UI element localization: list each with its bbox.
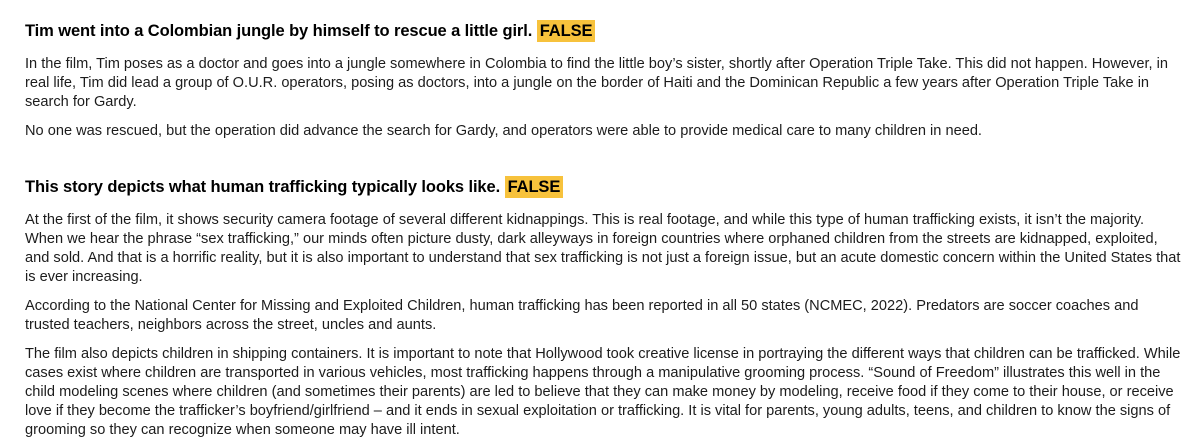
myth-section-jungle-rescue <box>25 19 1184 141</box>
body-paragraph: The film also depicts children in shipping containers. It is important to note that Hollywood took creative license in portraying the different ways that children can be trafficked. While cases exist where children are transported in various vehicles, most trafficking happens through a manipulative grooming process. “Sound of Freedom” illustrates this well in the child modeling scenes where children (and sometimes their parents) are led to believe that they can make money by modeling, receive food if they come to their house, or receive love if they become the trafficker’s boyfriend/girlfriend – and it ends in sexual exploitation or trafficking. It is vital for parents, young adults, teens, and children to know the signs of grooming so they can recognize when someone may have ill intent. <box>25 346 1181 438</box>
myth-section-typical-trafficking <box>25 175 1184 440</box>
section-heading <box>25 19 1184 43</box>
heading-text: Tim went into a Colombian jungle by himself to rescue a little girl. <box>25 22 533 40</box>
body-paragraph: In the film, Tim poses as a doctor and goes into a jungle somewhere in Colombia to find the little boy’s sister, shortly after Operation Triple Take. This did not happen. However, in real life, Tim did lead a group of O.U.R. operators, posing as doctors, into a jungle on the border of Haiti and the Dominican Republic a few years after Operation Triple Take in search for Gardy. <box>25 56 1168 110</box>
heading-text: This story depicts what human trafficking typically looks like. <box>25 178 501 196</box>
body-paragraph: At the first of the film, it shows security camera footage of several different kidnappings. This is real footage, and while this type of human trafficking exists, it isn’t the majority. When we hear the phrase “sex trafficking,” our minds often picture dusty, dark alleyways in foreign countries where orphaned children from the streets are kidnapped, exploited, and sold. And that is a horrific reality, but it is also important to understand that sex trafficking is not just a foreign issue, but an acute domestic concern within the United States that is ever increasing. <box>25 212 1181 285</box>
verdict-badge: FALSE <box>505 176 564 198</box>
body-paragraph: According to the National Center for Missing and Exploited Children, human trafficking has been reported in all 50 states (NCMEC, 2022). Predators are soccer coaches and trusted teachers, neighbors across the street, uncles and aunts. <box>25 298 1139 333</box>
body-paragraph: No one was rescued, but the operation did advance the search for Gardy, and operators were able to provide medical care to many children in need. <box>25 123 982 139</box>
section-heading <box>25 175 1184 199</box>
verdict-badge: FALSE <box>537 20 596 42</box>
